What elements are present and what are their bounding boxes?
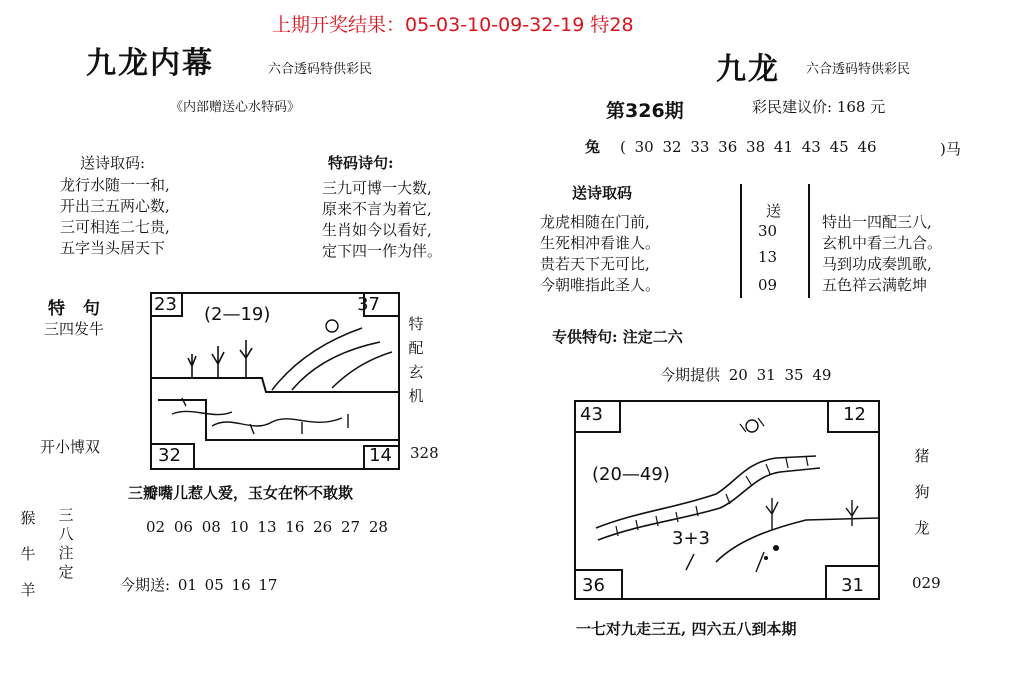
special-poem-label: 特码诗句: bbox=[328, 154, 394, 172]
price: 彩民建议价: 168 元 bbox=[752, 98, 886, 116]
special-phrase-label: 特 句 bbox=[48, 299, 106, 319]
left-tagline: 六合透码特供彩民 bbox=[268, 62, 373, 77]
right-special-phrase: 专供特句: 注定二六 bbox=[552, 328, 683, 346]
note-vertical-label: 三八注定 bbox=[58, 506, 74, 581]
zodiac-row-end: )马 bbox=[940, 140, 961, 158]
side-vertical-label: 特配玄机 bbox=[408, 315, 424, 405]
poem-line: 三九可博一大数, bbox=[322, 179, 432, 197]
left-title: 九龙内幕 bbox=[86, 46, 214, 81]
zodiac-item: 牛 bbox=[20, 545, 36, 563]
poem-line: 玄机中看三九合。 bbox=[822, 234, 943, 252]
right-zodiac-vertical bbox=[912, 438, 932, 546]
poem-line: 定下四一作为伴。 bbox=[322, 242, 443, 260]
send-column-label: 送 bbox=[766, 202, 782, 220]
corner-number-tr: 37 bbox=[357, 294, 380, 315]
right-tagline: 六合透码特供彩民 bbox=[806, 62, 911, 77]
open-label: 开小博双 bbox=[40, 438, 101, 456]
send-number: 13 bbox=[758, 248, 778, 266]
right-side-number: 029 bbox=[912, 574, 941, 592]
provide-numbers: 今期提供 20 31 35 49 bbox=[660, 366, 832, 384]
poem-line: 龙虎相随在门前, bbox=[540, 213, 650, 231]
right-poem-label: 送诗取码 bbox=[572, 184, 633, 202]
box-handwriting-2: 3+3 bbox=[672, 528, 710, 549]
left-poem bbox=[60, 175, 170, 259]
poem-line: 开出三五两心数, bbox=[60, 197, 170, 215]
left-slogan: 三瓣嘴儿惹人爱，玉女在怀不敢欺 bbox=[128, 484, 354, 502]
send-number: 09 bbox=[758, 276, 778, 294]
zodiac-item: 猪 bbox=[914, 447, 930, 465]
corner-number-br: 31 bbox=[841, 575, 864, 596]
zodiac-row-start: 兔 bbox=[585, 138, 601, 156]
poem-line: 五字当头居天下 bbox=[60, 239, 166, 257]
left-subtitle: 《内部赠送心水特码》 bbox=[170, 100, 301, 115]
right-poem bbox=[540, 212, 660, 296]
corner-number-tr: 12 bbox=[843, 404, 866, 425]
corner-number-tl: 23 bbox=[154, 294, 177, 315]
right-bottom-line: 一七对九走三五, 四六五八到本期 bbox=[576, 620, 797, 638]
send-number: 30 bbox=[758, 222, 778, 240]
left-poem-label: 送诗取码: bbox=[80, 154, 146, 172]
corner-number-tl: 43 bbox=[580, 404, 603, 425]
note-vertical bbox=[58, 506, 78, 582]
left-sketch bbox=[152, 294, 398, 468]
send-column bbox=[740, 184, 810, 298]
poem-line: 马到功成奏凯歌, bbox=[822, 255, 932, 273]
zodiac-item: 狗 bbox=[914, 483, 930, 501]
poem-line: 五色祥云满乾坤 bbox=[822, 276, 928, 294]
right-title: 九龙 bbox=[716, 52, 780, 87]
left-picture-box bbox=[150, 292, 400, 470]
poem-line: 原来不言为着它, bbox=[322, 200, 432, 218]
corner-number-bl: 36 bbox=[582, 575, 605, 596]
zodiac-vertical bbox=[18, 500, 38, 608]
left-send-label: 今期送: 01 05 16 17 bbox=[120, 576, 278, 594]
zodiac-item: 羊 bbox=[20, 581, 36, 599]
zodiac-row-numbers: ( 30 32 33 36 38 41 43 45 46 bbox=[620, 138, 877, 156]
special-phrase: 三四发牛 bbox=[44, 320, 105, 338]
poem-line: 生肖如今以看好, bbox=[322, 221, 432, 239]
zodiac-item: 龙 bbox=[914, 519, 930, 537]
side-vertical-text bbox=[408, 312, 428, 408]
poem-line: 龙行水随一一和, bbox=[60, 176, 170, 194]
right-sketch bbox=[576, 402, 878, 598]
poem-line: 特出一四配三八, bbox=[822, 213, 932, 231]
corner-number-bl: 32 bbox=[158, 445, 181, 466]
poem-line: 贵若天下无可比, bbox=[540, 255, 650, 273]
issue-number: 第326期 bbox=[606, 100, 684, 122]
last-draw-result: 上期开奖结果：05-03-10-09-32-19 特28 bbox=[272, 14, 634, 36]
corner-number-br: 14 bbox=[369, 445, 392, 466]
poem-line: 三可相连二七贵, bbox=[60, 218, 170, 236]
right-poem-2 bbox=[822, 212, 942, 296]
zodiac-item: 猴 bbox=[20, 509, 36, 527]
side-number: 328 bbox=[410, 444, 439, 462]
box-handwriting: (20—49) bbox=[592, 464, 670, 485]
poem-line: 生死相冲看谁人。 bbox=[540, 234, 661, 252]
box-handwriting: (2—19) bbox=[204, 304, 271, 325]
poem-line: 今朝唯指此圣人。 bbox=[540, 276, 661, 294]
special-poem bbox=[322, 178, 442, 262]
right-picture-box bbox=[574, 400, 880, 600]
left-numbers: 02 06 08 10 13 16 26 27 28 bbox=[146, 518, 388, 536]
